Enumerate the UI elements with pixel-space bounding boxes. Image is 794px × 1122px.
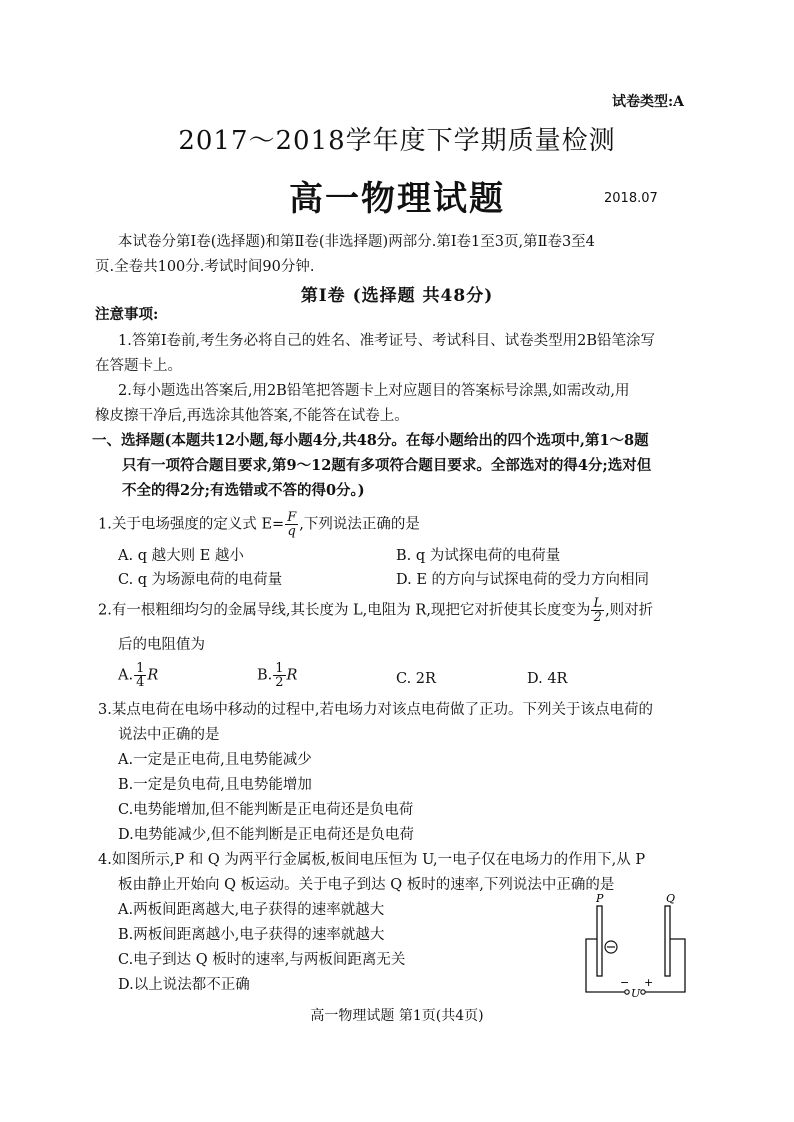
voltage-label: U	[631, 987, 641, 1000]
question-2-option-a	[118, 662, 158, 689]
fraction-denominator: 2	[275, 675, 284, 690]
fraction-denominator: 4	[136, 675, 145, 690]
paper-type-label: 试卷类型:A	[612, 94, 685, 110]
fraction-numerator: L	[593, 596, 603, 611]
exam-date: 2018.07	[604, 191, 658, 206]
part-1-instructions-line-1: 一、选择题(本题共12小题,每小题4分,共48分。在每小题给出的四个选项中,第1～8题	[92, 432, 649, 449]
question-2-length-fraction	[591, 597, 604, 624]
question-4-option-a: A.两板间距离越大,电子获得的速率就越大	[118, 902, 385, 918]
plate-q	[665, 906, 670, 976]
note-1-line-2: 在答题卡上。	[95, 358, 182, 374]
question-3-option-d: D.电势能减少,但不能判断是正电荷还是负电荷	[118, 827, 414, 843]
question-2-stem-post: ,则对折	[605, 602, 654, 619]
plus-sign-label: +	[644, 976, 654, 989]
minus-sign-label: −	[620, 976, 630, 989]
fraction-numerator: F	[287, 510, 297, 525]
question-1-option-a: A. q 越大则 E 越小	[118, 548, 244, 564]
plate-p-label: P	[596, 892, 604, 905]
question-4-stem-line-2: 板由静止开始向 Q 板运动。关于电子到达 Q 板时的速率,下列说法中正确的是	[118, 877, 615, 893]
question-3-option-c: C.电势能增加,但不能判断是正电荷还是负电荷	[118, 802, 414, 818]
question-2-stem-pre: 2.有一根粗细均匀的金属导线,其长度为 L,电阻为 R,现把它对折使其长度变为	[98, 602, 591, 619]
option-variable: R	[147, 667, 159, 684]
question-1-option-c: C. q 为场源电荷的电荷量	[118, 572, 283, 588]
question-3-stem-line-2: 说法中正确的是	[118, 727, 220, 743]
exam-title: 2017～2018学年度下学期质量检测	[178, 126, 616, 156]
question-4-stem-line-1: 4.如图所示,P 和 Q 为两平行金属板,板间电压恒为 U,一电子仅在电场力的作用下,从 P	[98, 852, 646, 868]
note-2-line-2: 橡皮擦干净后,再选涂其他答案,不能答在试卷上。	[95, 408, 409, 424]
question-2-stem	[98, 597, 653, 624]
question-4-option-c: C.电子到达 Q 板时的速率,与两板间距离无关	[118, 952, 406, 968]
question-3-option-b: B.一定是负电荷,且电势能增加	[118, 777, 312, 793]
part-1-instructions-line-3: 不全的得2分;有选错或不答的得0分。)	[122, 482, 365, 499]
question-2-option-c: C. 2R	[396, 671, 436, 687]
note-2-line-1: 2.每小题选出答案后,用2B铅笔把答题卡上对应题目的答案标号涂黑,如需改动,用	[118, 383, 630, 399]
question-4-option-d: D.以上说法都不正确	[118, 977, 250, 993]
question-1-stem-pre: 1.关于电场强度的定义式 E=	[98, 516, 285, 533]
option-letter: A.	[118, 667, 134, 684]
option-variable: R	[286, 667, 298, 684]
plate-p	[597, 906, 602, 976]
question-3-stem-line-1: 3.某点电荷在电场中移动的过程中,若电场力对该点电荷做了正功。下列关于该点电荷的	[98, 702, 653, 718]
section-title: 第Ⅰ卷 (选择题 共48分)	[300, 286, 494, 306]
option-fraction	[134, 662, 146, 689]
fraction-denominator: 2	[593, 610, 602, 625]
intro-line-1: 本试卷分第Ⅰ卷(选择题)和第Ⅱ卷(非选择题)两部分.第Ⅰ卷1至3页,第Ⅱ卷3至4	[118, 234, 595, 250]
question-2-option-d: D. 4R	[527, 671, 568, 687]
page-footer: 高一物理试题 第1页(共4页)	[310, 1008, 484, 1024]
part-1-instructions-line-2: 只有一项符合题目要求,第9～12题有多项符合题目要求。全部选对的得4分;选对但	[122, 457, 652, 474]
question-1-option-d: D. E 的方向与试探电荷的受力方向相同	[396, 572, 650, 588]
question-1-formula-fraction	[285, 511, 298, 538]
capacitor-circuit-diagram	[570, 888, 700, 1000]
notes-title: 注意事项:	[95, 306, 159, 323]
question-2-option-b	[257, 662, 297, 689]
note-1-line-1: 1.答第Ⅰ卷前,考生务必将自己的姓名、准考证号、考试科目、试卷类型用2B铅笔涂写	[118, 333, 656, 349]
question-3-option-a: A.一定是正电荷,且电势能减少	[118, 752, 312, 768]
fraction-numerator: 1	[136, 661, 145, 676]
question-1-option-b: B. q 为试探电荷的电荷量	[396, 548, 561, 564]
fraction-denominator: q	[287, 524, 296, 539]
option-fraction	[273, 662, 285, 689]
question-2-stem-line-2: 后的电阻值为	[118, 637, 205, 653]
terminal-negative	[625, 990, 629, 994]
terminal-positive	[641, 990, 645, 994]
exam-subject-title: 高一物理试题	[289, 179, 505, 219]
question-1-stem-post: ,下列说法正确的是	[299, 516, 420, 533]
question-4-option-b: B.两板间距离越小,电子获得的速率就越大	[118, 927, 385, 943]
plate-q-label: Q	[666, 892, 676, 905]
option-letter: B.	[257, 667, 273, 684]
intro-line-2: 页.全卷共100分.考试时间90分钟.	[95, 259, 315, 275]
question-1-stem	[98, 511, 420, 538]
fraction-numerator: 1	[275, 661, 284, 676]
